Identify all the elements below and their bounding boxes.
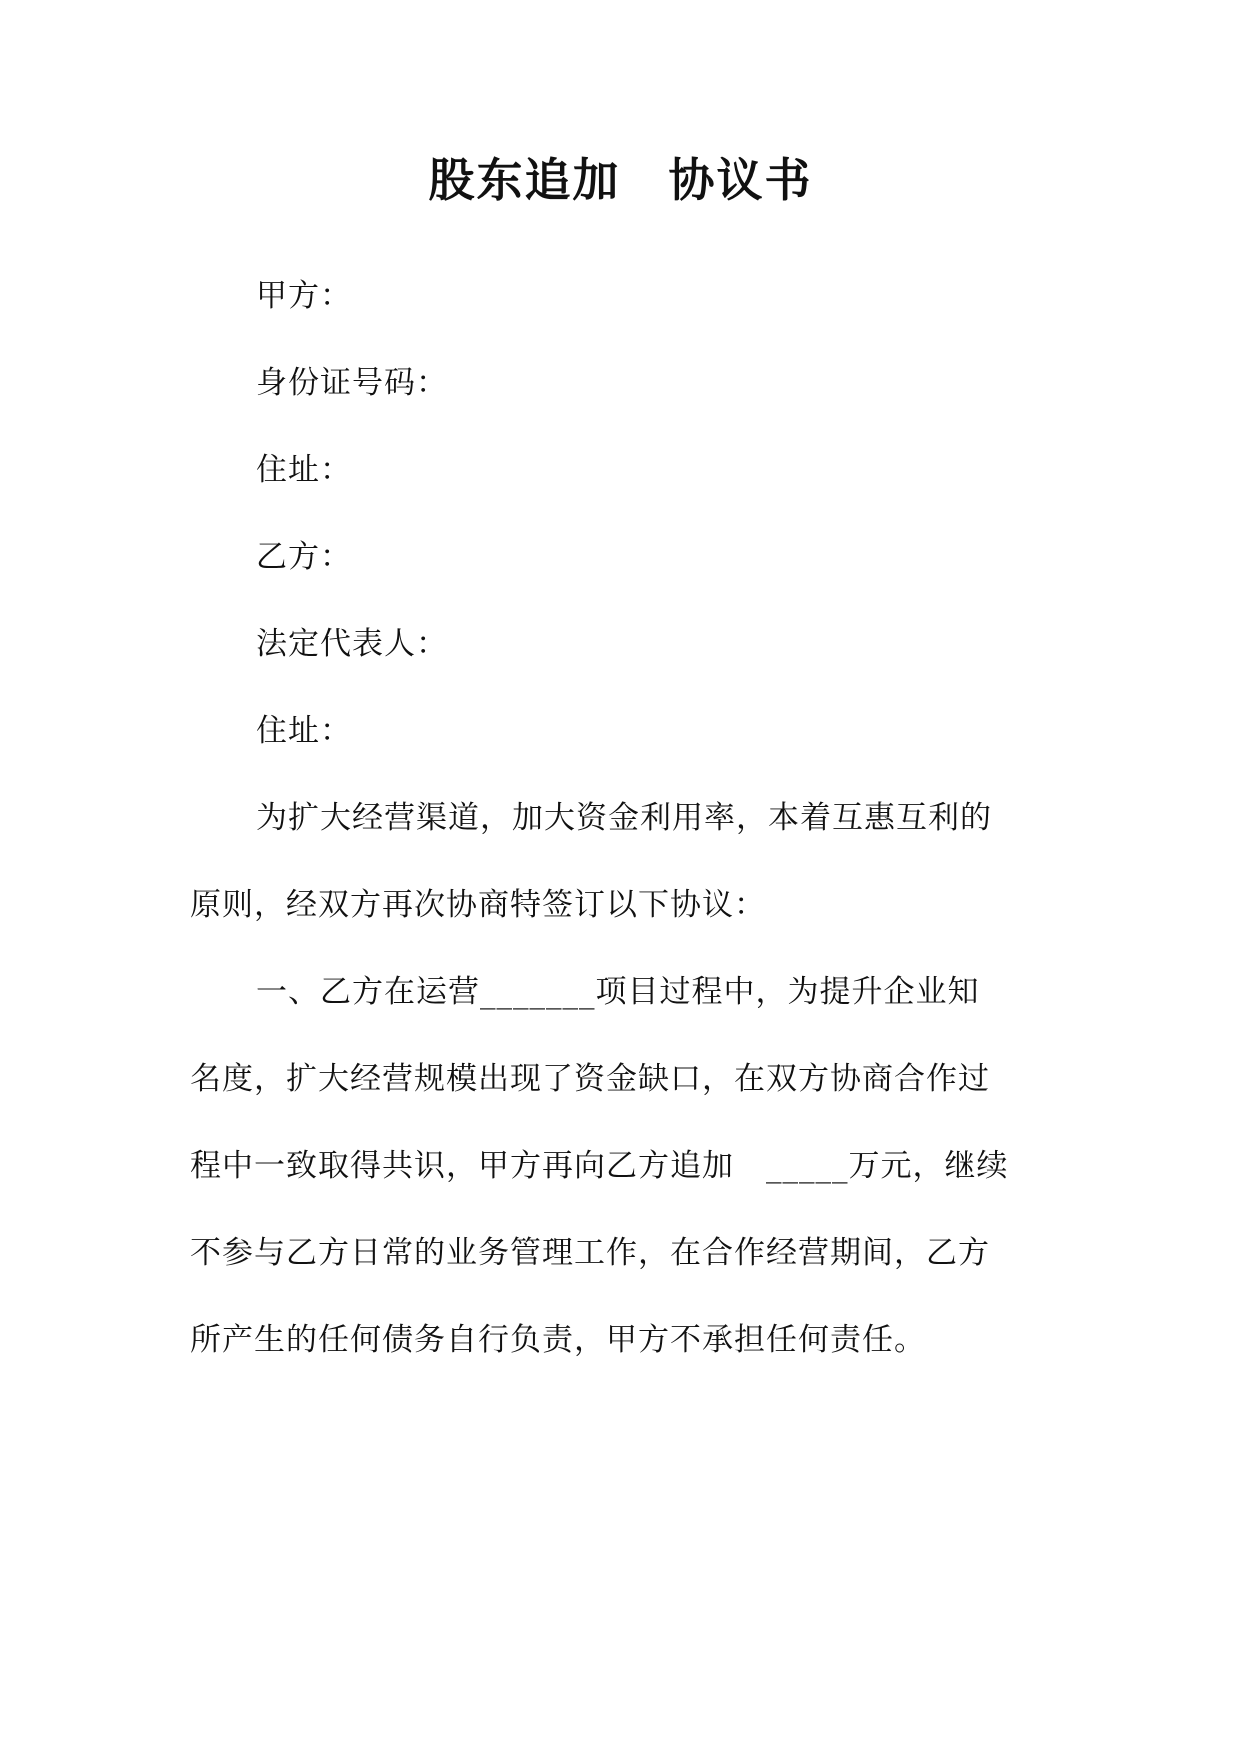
document-title: 股东追加 协议书: [428, 153, 813, 207]
address-b-label: 住址：: [256, 713, 352, 749]
clause-1-line: 所产生的任何债务自行负责，甲方不承担任何责任。: [190, 1322, 926, 1358]
preamble-line: 原则，经双方再次协商特签订以下协议：: [190, 887, 766, 923]
clause-1-line: 名度，扩大经营规模出现了资金缺口，在双方协商合作过: [190, 1061, 990, 1097]
address-a-label: 住址：: [256, 452, 352, 488]
legal-rep-label: 法定代表人：: [256, 626, 448, 662]
clause-1-line: 不参与乙方日常的业务管理工作，在合作经营期间，乙方: [190, 1235, 990, 1271]
clause-1-line: 程中一致取得共识，甲方再向乙方追加 _____万元，继续: [190, 1148, 1009, 1184]
preamble-line: 为扩大经营渠道，加大资金利用率，本着互惠互利的: [256, 800, 992, 836]
party-b-label: 乙方：: [256, 539, 352, 575]
party-a-label: 甲方：: [256, 278, 352, 314]
id-number-label: 身份证号码：: [256, 365, 448, 401]
clause-1-line: 一、乙方在运营_______项目过程中，为提升企业知: [256, 974, 980, 1010]
